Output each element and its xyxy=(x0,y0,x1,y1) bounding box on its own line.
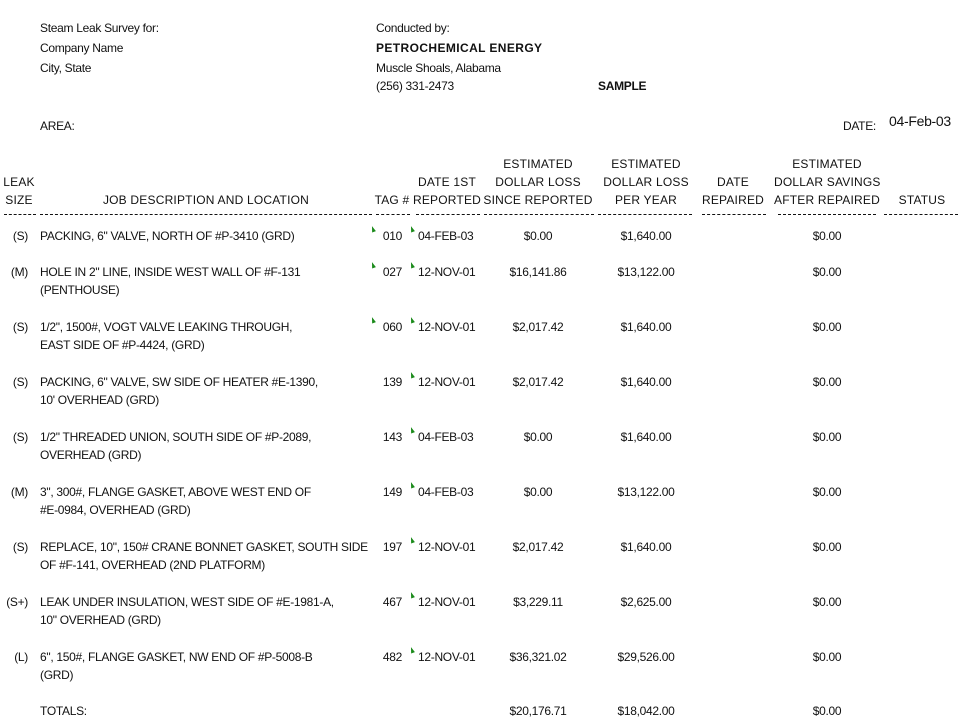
date-first-reported: 12-NOV-01 xyxy=(418,320,476,334)
report-date: 04-Feb-03 xyxy=(889,113,951,129)
est-loss-per-year: $13,122.00 xyxy=(617,485,675,499)
header-line: DATE xyxy=(717,175,749,189)
leak-size: (S) xyxy=(12,375,28,389)
tag-number: 482 xyxy=(382,650,402,664)
company-name: Company Name xyxy=(40,41,124,55)
header-divider xyxy=(40,214,372,215)
leak-size: (S) xyxy=(12,229,28,243)
est-loss-per-year: $1,640.00 xyxy=(620,375,672,389)
header-line: ESTIMATED xyxy=(792,157,862,171)
column-header-tag: TAG # xyxy=(374,193,410,207)
date-label: DATE: xyxy=(843,119,876,133)
est-loss-since-reported: $0.00 xyxy=(523,430,553,444)
comment-marker-icon[interactable] xyxy=(409,646,415,653)
header-line: DOLLAR LOSS xyxy=(603,175,689,189)
comment-marker-icon[interactable] xyxy=(409,481,415,488)
header-divider xyxy=(376,214,410,215)
survey-for-label: Steam Leak Survey for: xyxy=(40,21,159,35)
est-loss-since-reported: $3,229.11 xyxy=(513,595,563,609)
tag-number: 060 xyxy=(382,320,402,334)
job-description-line: (GRD) xyxy=(40,668,74,682)
table-row[interactable] xyxy=(0,229,960,269)
leak-size: (S) xyxy=(12,320,28,334)
date-first-reported: 12-NOV-01 xyxy=(418,650,476,664)
job-description-line: EAST SIDE OF #P-4424, (GRD) xyxy=(40,338,205,352)
header-divider xyxy=(884,214,958,215)
table-row[interactable] xyxy=(0,265,960,305)
header-line: ESTIMATED xyxy=(611,157,681,171)
job-description-line: 6", 150#, FLANGE GASKET, NW END OF #P-5008-B xyxy=(40,650,313,664)
comment-marker-icon[interactable] xyxy=(409,371,415,378)
header-divider xyxy=(416,214,480,215)
table-row[interactable] xyxy=(0,320,960,360)
job-description-line: (PENTHOUSE) xyxy=(40,283,120,297)
job-description-line: 10" OVERHEAD (GRD) xyxy=(40,613,161,627)
tag-number: 149 xyxy=(382,485,402,499)
table-row[interactable] xyxy=(0,375,960,415)
table-row[interactable] xyxy=(0,650,960,690)
city-state: City, State xyxy=(40,61,92,75)
header-line: LEAK xyxy=(3,175,35,189)
tag-number: 139 xyxy=(382,375,402,389)
est-loss-since-reported: $0.00 xyxy=(523,229,553,243)
job-description-line: 1/2", 1500#, VOGT VALVE LEAKING THROUGH, xyxy=(40,320,293,334)
header-divider xyxy=(484,214,594,215)
est-savings-after-repair: $0.00 xyxy=(812,229,842,243)
header-line: REPORTED xyxy=(412,193,482,207)
leak-size: (L) xyxy=(14,650,28,664)
est-savings-after-repair: $0.00 xyxy=(812,485,842,499)
column-header-status: STATUS xyxy=(898,193,946,207)
date-first-reported: 04-FEB-03 xyxy=(418,229,474,243)
comment-marker-icon[interactable] xyxy=(409,536,415,543)
conductor-phone: (256) 331-2473 xyxy=(376,79,454,93)
totals-row xyxy=(0,704,960,720)
est-savings-after-repair: $0.00 xyxy=(812,430,842,444)
date-first-reported: 12-NOV-01 xyxy=(418,375,476,389)
leak-size: (S) xyxy=(12,540,28,554)
job-description-line: REPLACE, 10", 150# CRANE BONNET GASKET, SOUTH SIDE xyxy=(40,540,368,554)
est-savings-after-repair: $0.00 xyxy=(812,375,842,389)
est-loss-since-reported: $36,321.02 xyxy=(509,650,567,664)
date-first-reported: 12-NOV-01 xyxy=(418,540,476,554)
job-description-line: #E-0984, OVERHEAD (GRD) xyxy=(40,503,191,517)
header-divider xyxy=(598,214,692,215)
est-loss-since-reported: $16,141.86 xyxy=(509,265,567,279)
job-description-line: 1/2" THREADED UNION, SOUTH SIDE OF #P-2089, xyxy=(40,430,312,444)
table-row[interactable] xyxy=(0,540,960,580)
est-loss-per-year: $1,640.00 xyxy=(620,430,672,444)
tag-number: 467 xyxy=(382,595,402,609)
header-line: SINCE REPORTED xyxy=(483,193,593,207)
est-loss-per-year: $1,640.00 xyxy=(620,540,672,554)
est-loss-per-year: $13,122.00 xyxy=(617,265,675,279)
conductor-name: PETROCHEMICAL ENERGY xyxy=(376,41,543,55)
date-first-reported: 12-NOV-01 xyxy=(418,265,476,279)
leak-size: (S) xyxy=(12,430,28,444)
header-line: ESTIMATED xyxy=(503,157,573,171)
total-loss-per-year: $18,042.00 xyxy=(617,704,675,718)
job-description-line: 3", 300#, FLANGE GASKET, ABOVE WEST END OF xyxy=(40,485,311,499)
date-first-reported: 04-FEB-03 xyxy=(418,430,474,444)
header-divider xyxy=(778,214,876,215)
job-description-line: LEAK UNDER INSULATION, WEST SIDE OF #E-1981-A, xyxy=(40,595,334,609)
est-loss-since-reported: $2,017.42 xyxy=(512,540,564,554)
est-loss-per-year: $29,526.00 xyxy=(617,650,675,664)
tag-number: 027 xyxy=(382,265,402,279)
tag-number: 197 xyxy=(382,540,402,554)
est-loss-since-reported: $0.00 xyxy=(523,485,553,499)
date-first-reported: 04-FEB-03 xyxy=(418,485,474,499)
header-line: REPAIRED xyxy=(701,193,765,207)
sample-label: SAMPLE xyxy=(598,79,647,93)
job-description-line: OVERHEAD (GRD) xyxy=(40,448,142,462)
job-description-line: 10' OVERHEAD (GRD) xyxy=(40,393,159,407)
header-line: DOLLAR SAVINGS xyxy=(774,175,881,189)
job-description-line: HOLE IN 2" LINE, INSIDE WEST WALL OF #F-131 xyxy=(40,265,301,279)
est-savings-after-repair: $0.00 xyxy=(812,320,842,334)
est-loss-per-year: $2,625.00 xyxy=(620,595,672,609)
est-savings-after-repair: $0.00 xyxy=(812,265,842,279)
header-line: DATE 1ST xyxy=(417,175,477,189)
totals-label: TOTALS: xyxy=(40,704,87,718)
table-row[interactable] xyxy=(0,595,960,635)
header-line: SIZE xyxy=(5,193,33,207)
leak-size: (M) xyxy=(10,265,28,279)
job-description-line: PACKING, 6" VALVE, NORTH OF #P-3410 (GRD) xyxy=(40,229,295,243)
est-loss-per-year: $1,640.00 xyxy=(620,229,672,243)
header-line: PER YEAR xyxy=(614,193,678,207)
est-loss-per-year: $1,640.00 xyxy=(620,320,672,334)
column-header-job-description: JOB DESCRIPTION AND LOCATION xyxy=(102,193,310,207)
header-divider xyxy=(4,214,36,215)
comment-marker-icon[interactable] xyxy=(409,225,415,232)
conductor-location: Muscle Shoals, Alabama xyxy=(376,61,501,75)
table-row[interactable] xyxy=(0,430,960,470)
est-savings-after-repair: $0.00 xyxy=(812,650,842,664)
job-description-line: PACKING, 6" VALVE, SW SIDE OF HEATER #E-1390, xyxy=(40,375,318,389)
header-line: AFTER REPAIRED xyxy=(774,193,880,207)
leak-size: (S+) xyxy=(6,595,28,609)
area-label: AREA: xyxy=(40,119,75,133)
job-description-line: OF #F-141, OVERHEAD (2ND PLATFORM) xyxy=(40,558,265,572)
conducted-by-label: Conducted by: xyxy=(376,21,450,35)
leak-size: (M) xyxy=(10,485,28,499)
total-savings-after-repair: $0.00 xyxy=(812,704,842,718)
tag-number: 010 xyxy=(382,229,402,243)
date-first-reported: 12-NOV-01 xyxy=(418,595,476,609)
comment-marker-icon[interactable] xyxy=(409,426,415,433)
comment-marker-icon[interactable] xyxy=(409,316,415,323)
header-line: DOLLAR LOSS xyxy=(495,175,581,189)
est-savings-after-repair: $0.00 xyxy=(812,540,842,554)
est-loss-since-reported: $2,017.42 xyxy=(512,320,564,334)
total-loss-since-reported: $20,176.71 xyxy=(509,704,567,718)
tag-number: 143 xyxy=(382,430,402,444)
est-loss-since-reported: $2,017.42 xyxy=(512,375,564,389)
table-row[interactable] xyxy=(0,485,960,525)
est-savings-after-repair: $0.00 xyxy=(812,595,842,609)
header-divider xyxy=(702,214,766,215)
comment-marker-icon[interactable] xyxy=(409,591,415,598)
